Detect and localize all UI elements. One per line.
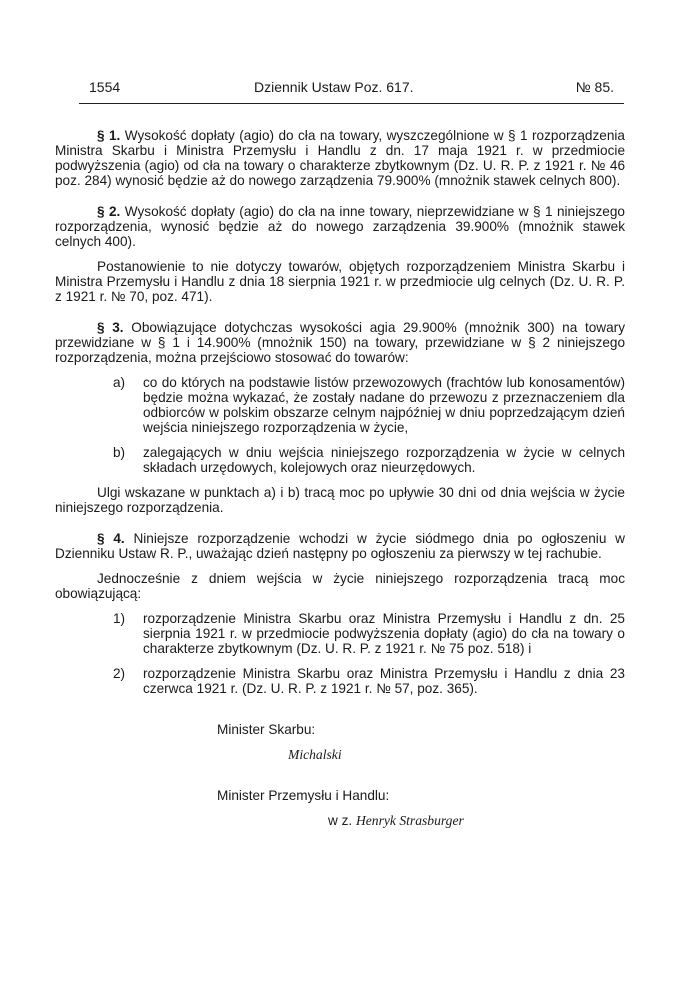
item-text: zalegających w dniu wejścia niniejszego rozporządzenia w życie w celnych składach urzędowych, kolejowych oraz nieurzędowych. [143, 445, 625, 475]
signature-role-industry: Minister Przemysłu i Handlu: [217, 788, 390, 803]
item-label: 2) [113, 666, 126, 681]
signature-prefix: w z. [328, 813, 353, 828]
section-4-label: § 4. [97, 531, 125, 546]
signature-name-industry: Henryk Strasburger [355, 813, 464, 828]
item-text: rozporządzenie Ministra Skarbu oraz Ministra Przemysłu i Handlu z dnia 23 czerwca 1921 r. (Dz. U. R. P. z 1921 r. № 57, poz. 365). [143, 666, 625, 696]
list-item [113, 666, 625, 696]
section-3 [55, 320, 625, 365]
repeal-intro: Jednocześnie z dniem wejścia w życie niniejszego rozporządzenia tracą moc obowiązującą: [55, 571, 625, 601]
page-number: 1554 [89, 79, 121, 95]
page-header [79, 76, 624, 100]
section-3-closing: Ulgi wskazane w punktach a) i b) tracą moc po upływie 30 dni od dnia wejścia w życie niniejszego rozporządzenia. [55, 485, 625, 515]
section-3-text: Obowiązujące dotychczas wysokości agia 29.900% (mnożnik 300) na towary przewidziane w § 1 i 14.900% (mnożnik 150) na towary, przewidziane w § 2 niniejszego rozporządzenia, można przejściowo stosować do towarów: [55, 320, 626, 365]
header-divider [79, 103, 624, 104]
journal-title: Dziennik Ustaw Poz. 617. [254, 79, 414, 95]
list-item [113, 611, 625, 656]
signature-industry [328, 813, 625, 828]
section-3-label: § 3. [97, 320, 124, 335]
item-label: a) [113, 375, 126, 390]
section-4-text: Niniejsze rozporządzenie wchodzi w życie siódmego dnia po ogłoszeniu w Dzienniku Ustaw R. P., uważając dzień następny po ogłoszeniu za pierwszy w tej rachubie. [55, 531, 625, 561]
section-2-note: Postanowienie to nie dotyczy towarów, objętych rozporządzeniem Ministra Skarbu i Ministra Przemysłu i Handlu z dnia 18 sierpnia 1921 r. w przedmiocie ulg celnych (Dz. U. R. P. z 1921 r. № 70, poz. 471). [55, 259, 625, 304]
item-label: 1) [113, 611, 126, 626]
section-4 [55, 531, 625, 561]
section-1-label: § 1. [97, 128, 121, 143]
section-2-text: Wysokość dopłaty (agio) do cła na inne towary, nieprzewidziane w § 1 niniejszego rozporządzenia, wynosić będzie aż do nowego zarządzenia 39.900% (mnożnik stawek celnych 400). [55, 204, 625, 249]
item-label: b) [113, 445, 126, 460]
list-item [113, 375, 625, 435]
section-2-label: § 2. [97, 204, 121, 219]
section-1 [55, 128, 625, 188]
section-1-text: Wysokość dopłaty (agio) do cła na towary, wyszczególnione w § 1 rozporządzenia Ministra Skarbu i Ministra Przemysłu i Handlu z dn. 17 maja 1921 r. w przedmiocie podwyższenia (agio) od cła na towary o charakterze zbytkownym (Dz. U. R. P. z 1921 r. № 46 poz. 284) wynosić będzie aż do nowego zarządzenia 79.900% (mnożnik stawek celnych 800). [55, 128, 625, 188]
issue-number: № 85. [575, 79, 614, 95]
list-item [113, 445, 625, 475]
signature-name-treasury: Michalski [288, 747, 342, 762]
item-text: co do których na podstawie listów przewozowych (frachtów lub konosamentów) będzie można wykazać, że zostały nadane do przewozu z przeznaczeniem dla odbiorców w polskim obszarze celnym najpóźniej w dniu poprzedzającym dzień wejścia niniejszego rozporządzenia w życie, [143, 375, 625, 435]
item-text: rozporządzenie Ministra Skarbu oraz Ministra Przemysłu i Handlu z dn. 25 sierpnia 1921 r. w przedmiocie podwyższenia dopłaty (agio) do cła na towary o charakterze zbytkownym (Dz. U. R. P. z 1921 r. № 75 poz. 518) i [143, 611, 625, 656]
document-body [55, 128, 625, 828]
section-2 [55, 204, 625, 249]
signature-role-treasury: Minister Skarbu: [217, 722, 316, 737]
